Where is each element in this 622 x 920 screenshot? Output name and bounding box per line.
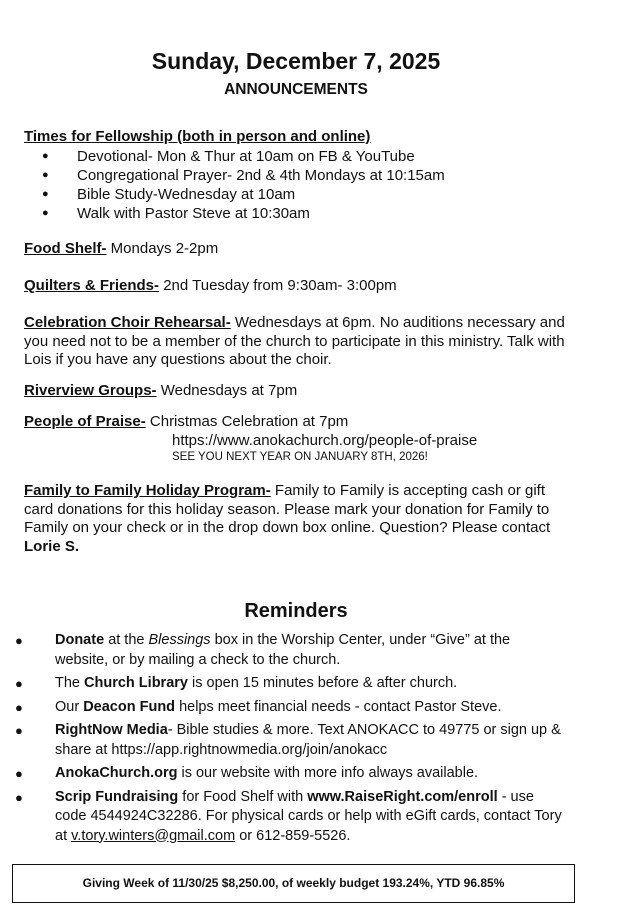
giving-summary-box <box>12 864 575 903</box>
reminder-scrip: ● Scrip Fundraising for Food Shelf with www.RaiseRight.com/enroll - use code 4544924C32286. For physical cards or help with eGift cards, contact Tory at v.tory.winters@gmail.com or 612-859-5526. <box>15 788 562 844</box>
quilters-text: 2nd Tuesday from 9:30am- 3:00pm <box>163 277 397 294</box>
reminder-deacon: ● Our Deacon Fund helps meet financial needs - contact Pastor Steve. <box>12 698 564 718</box>
choir-section <box>24 314 569 370</box>
riverview-text: Wednesdays at 7pm <box>160 382 298 399</box>
family-contact: Lorie S. <box>24 537 80 555</box>
page-date: Sunday, December 7, 2025 <box>151 48 441 74</box>
choir-heading: Celebration Choir Rehearsal- <box>24 314 231 331</box>
bullet-icon: ● <box>15 633 23 648</box>
reminder-library: ● The Church Library is open 15 minutes before & after church. <box>12 674 564 694</box>
praise-note: SEE YOU NEXT YEAR ON JANUARY 8TH, 2026! <box>172 451 428 463</box>
bullet-icon: ● <box>15 676 23 691</box>
bullet-icon: ● <box>15 766 23 781</box>
quilters-heading: Quilters & Friends- <box>24 277 160 294</box>
email-link[interactable]: v.tory.winters@gmail.com <box>71 827 236 844</box>
bullet-icon: ● <box>42 168 49 181</box>
reminders-list <box>12 631 564 850</box>
raiseright-link[interactable]: www.RaiseRight.com/enroll <box>307 788 498 805</box>
reminder-website: ● AnokaChurch.org is our website with more info always available. <box>12 764 564 784</box>
bullet-icon: ● <box>15 699 23 715</box>
giving-summary-text: Giving Week of 11/30/25 $8,250.00, of weekly budget 193.24%, YTD 96.85% <box>82 876 505 890</box>
praise-section <box>24 412 572 465</box>
list-item: ● Congregational Prayer- 2nd & 4th Mondays at 10:15am <box>42 166 445 184</box>
praise-heading: People of Praise- <box>24 413 146 430</box>
family-text: Family to Family is accepting cash or gift card donations for this holiday season. Please mark your donation for Family to Family on your check or in the drop down box online. Question? Please contact <box>24 482 551 536</box>
fellowship-section <box>24 128 572 223</box>
food-shelf-section <box>24 240 572 259</box>
riverview-heading: Riverview Groups- <box>24 382 157 399</box>
choir-text: Wednesdays at 6pm. No auditions necessary and you need not to be a member of the church to participate in this ministry. Talk with Lois if you have any questions about the choir. <box>24 314 565 368</box>
fellowship-heading: Times for Fellowship (both in person and online) <box>24 128 371 145</box>
bullet-icon: ● <box>42 206 49 219</box>
website-link[interactable]: AnokaChurch.org <box>55 765 178 781</box>
family-heading: Family to Family Holiday Program- <box>24 482 271 499</box>
fellowship-list <box>24 147 572 223</box>
reminder-donate: ● Donate at the Blessings box in the Worship Center, under “Give” at the website, or by mailing a check to the church. <box>15 632 511 668</box>
list-item: ● Walk with Pastor Steve at 10:30am <box>42 204 310 222</box>
praise-line1: Christmas Celebration at 7pm <box>149 413 349 430</box>
list-item: ● Devotional- Mon & Thur at 10am on FB & YouTube <box>42 147 415 165</box>
reminder-rightnow: ● RightNow Media- Bible studies & more. Text ANOKACC to 49775 or sign up & share at https://app.rightnowmedia.org/join/anokacc <box>15 722 561 758</box>
bullet-icon: ● <box>15 789 23 805</box>
bullet-icon: ● <box>42 149 49 162</box>
food-shelf-text: Mondays 2-2pm <box>110 240 219 257</box>
quilters-section <box>24 277 572 296</box>
list-item: ● Bible Study-Wednesday at 10am <box>42 185 296 203</box>
family-section <box>24 482 572 556</box>
food-shelf-heading: Food Shelf- <box>24 240 107 257</box>
praise-url[interactable]: https://www.anokachurch.org/people-of-praise <box>172 432 478 449</box>
riverview-section <box>24 382 572 401</box>
page-subtitle: ANNOUNCEMENTS <box>224 81 368 98</box>
bullet-icon: ● <box>42 187 49 200</box>
bullet-icon: ● <box>15 723 23 738</box>
reminders-title: Reminders <box>244 600 348 622</box>
